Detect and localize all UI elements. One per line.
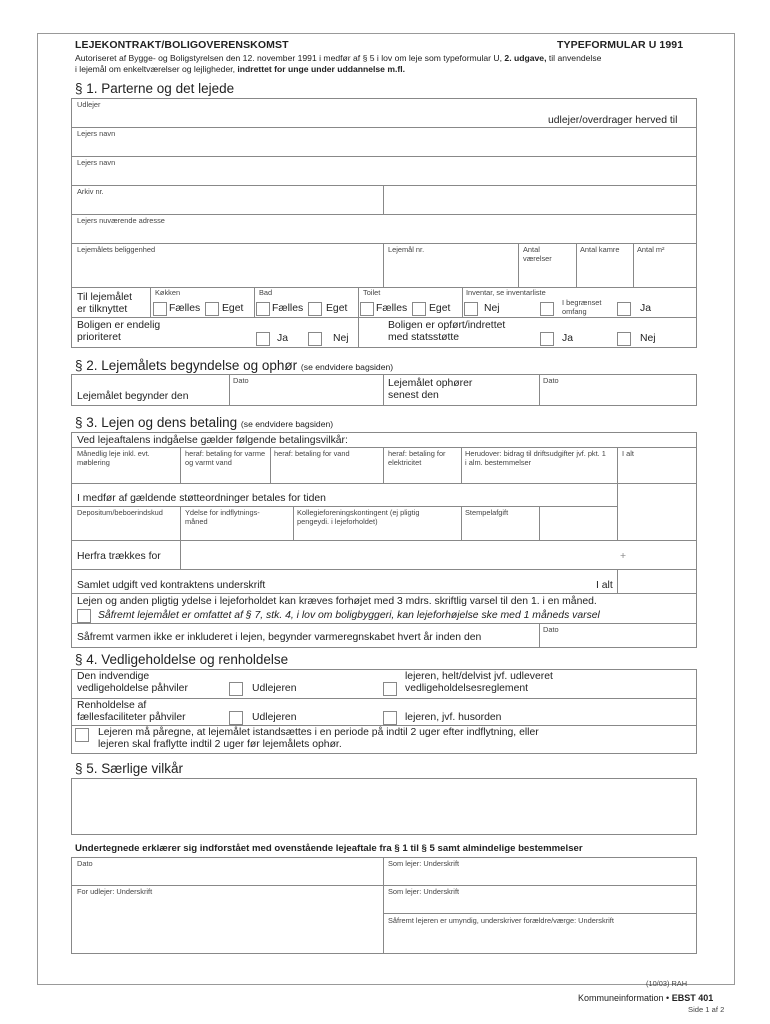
statsstotte-ja-label: Ja	[562, 333, 573, 344]
koekken-eget-checkbox[interactable]	[205, 302, 219, 316]
inventar-ja-checkbox[interactable]	[617, 302, 631, 316]
renhold-lejer-checkbox[interactable]	[383, 711, 397, 725]
toilet-label: Toilet	[363, 288, 381, 297]
vedligehold-udlejer-label: Udlejeren	[252, 683, 297, 694]
lejers-navn-2-label: Lejers navn	[77, 158, 116, 167]
paragraf7-checkbox[interactable]	[77, 609, 91, 623]
lejemaal-nr-label: Lejemål nr.	[388, 245, 425, 254]
statsstotte-nej-label: Nej	[640, 333, 656, 344]
footer-kommune: Kommuneinformation • EBST 401	[578, 993, 714, 1003]
ophorer-label: Lejemålet ophører senest den	[388, 378, 473, 401]
toilet-faelles-checkbox[interactable]	[360, 302, 374, 316]
inventar-begraenset-checkbox[interactable]	[540, 302, 554, 316]
varme-label: heraf: betaling for varme og varmt vand	[185, 449, 266, 467]
form-title: LEJEKONTRAKT/BOLIGOVERENSKOMST	[75, 39, 289, 51]
lejers-navn-1-label: Lejers navn	[77, 129, 116, 138]
forhojelse-text: Lejen og anden pligtig ydelse i lejeforholdet kan kræves forhøjet med 3 mdrs. skriftlig varsel til den 1. i en måned.	[77, 596, 597, 607]
samlet-udgift-label: Samlet udgift ved kontraktens underskrift	[77, 580, 266, 591]
i-alt-2-label: I alt	[596, 580, 613, 591]
vedligehold-udlejer-checkbox[interactable]	[229, 682, 243, 696]
koekken-label: Køkken	[155, 288, 181, 297]
inventar-label: Inventar, se inventarliste	[466, 288, 546, 297]
renhold-udlejer-checkbox[interactable]	[229, 711, 243, 725]
maanedlig-leje-label: Månedlig leje inkl. evt. møblering	[77, 449, 150, 467]
adresse-label: Lejers nuværende adresse	[77, 216, 165, 225]
ophorer-dato-label: Dato	[543, 376, 559, 385]
koekken-faelles-checkbox[interactable]	[153, 302, 167, 316]
plus-sign: +	[620, 551, 627, 562]
driftsudgifter-label: Herudover: bidrag til driftsudgifter jvf. pkt. 1 i alm. bestemmelser	[465, 449, 606, 467]
section-5-title: § 5. Særlige vilkår	[75, 761, 184, 776]
prioriteret-nej-label: Nej	[333, 333, 349, 344]
authorization-text: Autoriseret af Bygge- og Boligstyrelsen den 12. november 1991 i medfør af § 5 i lov om leje som typeformular U, 2. udgave, til anvendelse i lejemål om enkeltværelser og lejligheder, indrettet for unge under uddannelse m.fl.	[75, 53, 602, 74]
vaerge-signature: Såfremt lejeren er umyndig, underskriver forældre/værge: Underskrift	[388, 916, 614, 925]
bad-eget-label: Eget	[326, 303, 348, 314]
bad-faelles-checkbox[interactable]	[256, 302, 270, 316]
renhold-lejer-label: lejeren, jvf. husorden	[405, 712, 502, 723]
section-4-title: § 4. Vedligeholdelse og renholdelse	[75, 652, 289, 667]
section-2-title: § 2. Lejemålets begyndelse og ophør (se endvidere bagsiden)	[75, 358, 394, 373]
sign-declaration: Undertegnede erklærer sig indforstået med ovenstående lejeaftale fra § 1 til § 5 samt almindelige bestemmelser	[75, 843, 583, 854]
saerlige-vilkaar-field[interactable]	[71, 778, 697, 835]
istandsaettelse-text: Lejeren må påregne, at lejemålet istandsættes i en periode på indtil 2 uger efter indflytning, eller lejeren skal fraflytte indtil 2 uger før lejemålets ophør.	[98, 727, 539, 750]
signature-box	[71, 857, 697, 954]
footer-code: (10/03) RAH	[646, 979, 688, 988]
koekken-eget-label: Eget	[222, 303, 244, 314]
section-3-title: § 3. Lejen og dens betaling (se endvidere bagsiden)	[75, 415, 334, 430]
elektricitet-label: heraf: betaling for elektricitet	[388, 449, 446, 467]
begynder-dato-label: Dato	[233, 376, 249, 385]
toilet-eget-checkbox[interactable]	[412, 302, 426, 316]
antal-vaerelser-label: Antal værelser	[523, 245, 552, 263]
section-1-title: § 1. Parterne og det lejede	[75, 81, 235, 96]
antal-kamre-label: Antal kamre	[580, 245, 620, 254]
lejer-signature-1: Som lejer: Underskrift	[388, 859, 460, 868]
vedligeholdelse-label: Den indvendige vedligeholdelse påhviler	[77, 671, 188, 694]
statsstotte-ja-checkbox[interactable]	[540, 332, 554, 346]
stotte-text: I medfør af gældende støtteordninger betales for tiden	[77, 493, 326, 504]
toilet-eget-label: Eget	[429, 303, 451, 314]
kontingent-label: Kollegieforeningskontingent (ej pligtig pengeydi. i lejeforholdet)	[297, 508, 420, 526]
prioriteret-label: Boligen er endelig prioriteret	[77, 320, 161, 343]
renhold-udlejer-label: Udlejeren	[252, 712, 297, 723]
vand-label: heraf: betaling for vand	[274, 449, 350, 458]
renholdelse-label: Renholdelse af fællesfaciliteter påhviler	[77, 700, 186, 723]
tilknyttet-label: Til lejemålet er tilknyttet	[77, 292, 133, 315]
udlejer-label: Udlejer	[77, 100, 101, 109]
varmeregnskab-text: Såfremt varmen ikke er inkluderet i lejen, begynder varmeregnskabet hvert år inden den	[77, 632, 482, 643]
antal-m2-label: Antal m²	[637, 245, 665, 254]
begynder-label: Lejemålet begynder den	[77, 391, 189, 402]
fratraek-label: Herfra trækkes for	[77, 551, 161, 562]
inventar-ja-label: Ja	[640, 303, 651, 314]
form-type: TYPEFORMULAR U 1991	[557, 39, 684, 51]
inventar-nej-label: Nej	[484, 303, 500, 314]
prioriteret-ja-checkbox[interactable]	[256, 332, 270, 346]
prioriteret-nej-checkbox[interactable]	[308, 332, 322, 346]
vedligehold-lejer-label: lejeren, helt/delvist jvf. udleveret vedligeholdelsesreglement	[405, 671, 553, 694]
bad-faelles-label: Fælles	[272, 303, 304, 314]
statsstotte-nej-checkbox[interactable]	[617, 332, 631, 346]
i-alt-1-label: I alt	[622, 449, 634, 458]
istandsaettelse-checkbox[interactable]	[75, 728, 89, 742]
beliggenhed-label: Lejemålets beliggenhed	[77, 245, 156, 254]
statsstotte-label: Boligen er opført/indrettet med statsstøtte	[388, 320, 506, 343]
begraenset-label: I begrænset omfang	[562, 298, 602, 316]
sign-dato-label: Dato	[77, 859, 93, 868]
inventar-nej-checkbox[interactable]	[464, 302, 478, 316]
footer-page: Side 1 af 2	[688, 1005, 725, 1014]
varme-dato-label: Dato	[543, 625, 559, 634]
vedligehold-lejer-checkbox[interactable]	[383, 682, 397, 696]
toilet-faelles-label: Fælles	[376, 303, 408, 314]
lejer-signature-2: Som lejer: Underskrift	[388, 887, 460, 896]
indflytning-label: Ydelse for indflytnings- måned	[185, 508, 260, 526]
stempelafgift-label: Stempelafgift	[465, 508, 509, 517]
paragraf7-text: Såfremt lejemålet er omfattet af § 7, stk. 4, i lov om boligbyggeri, kan lejeforhøjelse ske med 1 måneds varsel	[98, 610, 600, 621]
bad-label: Bad	[259, 288, 273, 297]
koekken-faelles-label: Fælles	[169, 303, 201, 314]
overdrager-text: udlejer/overdrager herved til	[548, 115, 678, 126]
prioriteret-ja-label: Ja	[277, 333, 288, 344]
bad-eget-checkbox[interactable]	[308, 302, 322, 316]
vilkaar-text: Ved lejeaftalens indgåelse gælder følgende betalingsvilkår:	[77, 435, 348, 446]
udlejer-signature: For udlejer: Underskrift	[77, 887, 153, 896]
depositum-label: Depositum/beboerindskud	[77, 508, 163, 517]
arkiv-label: Arkiv nr.	[77, 187, 104, 196]
